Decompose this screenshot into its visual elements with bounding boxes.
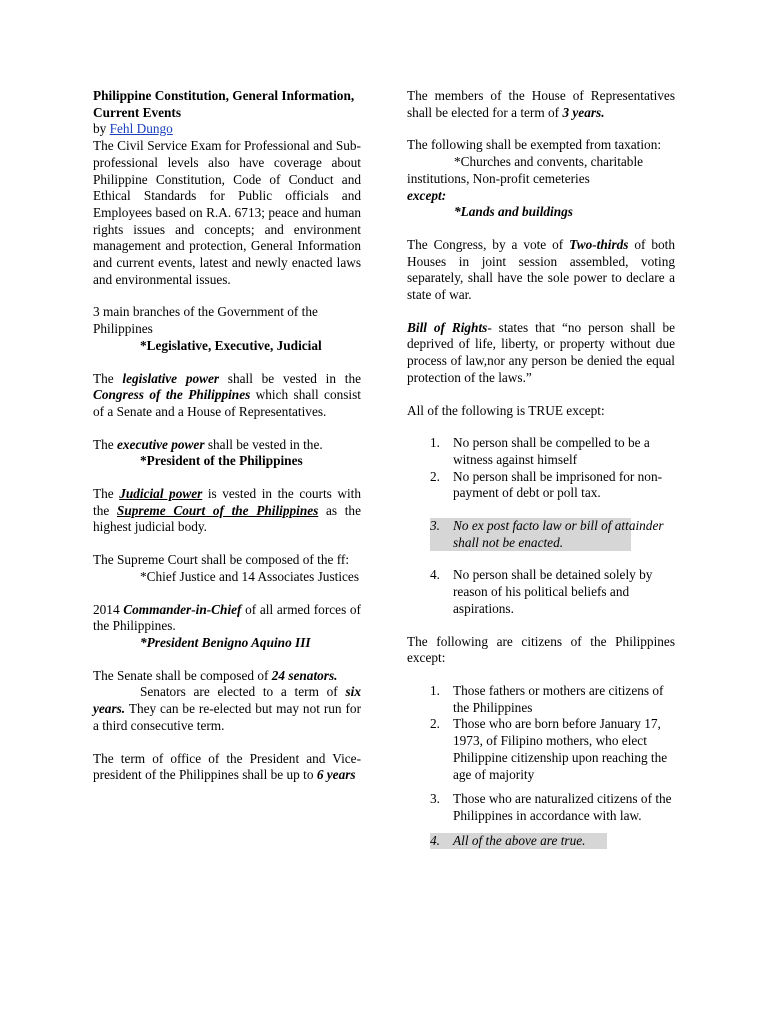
document-title: Philippine Constitution, General Information, Current Events <box>93 88 355 120</box>
commander-answer: *President Benigno Aquino III <box>140 634 311 650</box>
executive-keyword: executive power <box>117 436 205 452</box>
true-except-list <box>407 435 675 502</box>
executive-answer: *President of the Philippines <box>140 453 303 469</box>
commander-paragraph: 2014 Commander-in-Chief of all armed forces of the Philippines. <box>93 601 361 634</box>
six-years-keyword: six years. <box>93 684 361 717</box>
senators-term-paragraph: Senators are elected to a term of six years. They can be re-elected but may not run for a third consecutive term. <box>93 684 361 733</box>
supreme-court-keyword: Supreme Court of the Philippines <box>116 502 319 518</box>
taxation-except-label: except: <box>407 187 447 203</box>
congress-keyword: Congress of the Philippines <box>93 387 251 403</box>
president-term-paragraph: The term of office of the President and Vice-president of the Philippines shall be up to 6 years <box>93 750 361 783</box>
list-item: 2. Those who are born before January 17, 1973, of Filipino mothers, who elect Philippine citizenship upon reaching the age of majority <box>430 716 668 782</box>
judicial-paragraph: The Judicial power is vested in the courts with the Supreme Court of the Philippines as the highest judicial body. <box>93 486 361 535</box>
bill-of-rights-keyword: Bill of Rights <box>407 319 488 335</box>
true-except-list-cont <box>407 567 675 617</box>
branches-question: 3 main branches of the Government of the Philippines <box>93 304 318 337</box>
taxation-exempt-answer: *Churches and convents, charitable institutions, Non-profit cemeteries <box>407 154 644 186</box>
branches-answer: *Legislative, Executive, Judicial <box>140 337 322 353</box>
citizens-question: The following are citizens of the Philippines except: <box>407 633 675 666</box>
list-item: 1. No person shall be compelled to be a witness against himself <box>430 435 650 467</box>
right-column <box>407 88 675 849</box>
byline-prefix: by <box>93 121 107 137</box>
true-except-question: All of the following is TRUE except: <box>407 402 605 418</box>
left-column <box>93 88 361 784</box>
house-paragraph: The members of the House of Representatives shall be elected for a term of 3 years. <box>407 88 675 120</box>
author-link[interactable]: Fehl Dungo <box>109 121 173 137</box>
legislative-keyword: legislative power <box>122 370 220 386</box>
list-item: 1. Those fathers or mothers are citizens of the Philippines <box>430 682 664 715</box>
taxation-question: The following shall be exempted from taxation: <box>407 137 662 153</box>
list-item: 4. No person shall be detained solely by reason of his political beliefs and aspirations. <box>430 567 653 616</box>
highlighted-answer-item: 3. No ex post facto law or bill of attainder shall not be enacted. <box>430 518 664 550</box>
citizens-list <box>407 683 675 783</box>
list-item: 3. Those who are naturalized citizens of the Philippines in accordance with law. <box>430 791 672 823</box>
citizens-list-cont <box>407 791 675 824</box>
senate-paragraph: The Senate shall be composed of 24 senators. <box>93 667 338 683</box>
six-years-term-keyword: 6 years <box>316 767 356 783</box>
legislative-paragraph: The legislative power shall be vested in the Congress of the Philippines which shall consist of a Senate and a House of Representatives. <box>93 370 362 419</box>
three-years-keyword: 3 years. <box>562 104 605 120</box>
bill-of-rights-paragraph: Bill of Rights- states that “no person shall be deprived of life, liberty, or property without due process of law,nor any person be denied the equal protection of the laws.” <box>407 319 675 385</box>
intro-paragraph: The Civil Service Exam for Professional and Sub-professional levels also have coverage about Philippine Constitution, Code of Conduct and Ethical Standards for Public officials and Employees based on R.A. 6713; peace and human rights issues and concepts; and environment management and protection, General Information and current events, latest and newly enacted laws and environmental issues. <box>93 138 361 287</box>
judicial-keyword: Judicial power <box>119 486 203 502</box>
taxation-except-answer: *Lands and buildings <box>454 204 573 220</box>
highlighted-answer-item: 4. All of the above are true. <box>407 833 607 850</box>
byline <box>93 121 361 138</box>
list-item: 2. No person shall be imprisoned for non-payment of debt or poll tax. <box>430 468 663 501</box>
executive-paragraph: The executive power shall be vested in the. <box>93 436 323 452</box>
commander-keyword: Commander-in-Chief <box>123 601 242 617</box>
war-paragraph: The Congress, by a vote of Two-thirds of both Houses in joint session assembled, voting separately, shall have the sole power to declare a state of war. <box>407 236 675 303</box>
supreme-court-question: The Supreme Court shall be composed of the ff: <box>93 552 350 568</box>
senators-keyword: 24 senators. <box>271 667 338 683</box>
two-thirds-keyword: Two-thirds <box>569 236 629 252</box>
supreme-court-answer: *Chief Justice and 14 Associates Justices <box>140 568 359 584</box>
